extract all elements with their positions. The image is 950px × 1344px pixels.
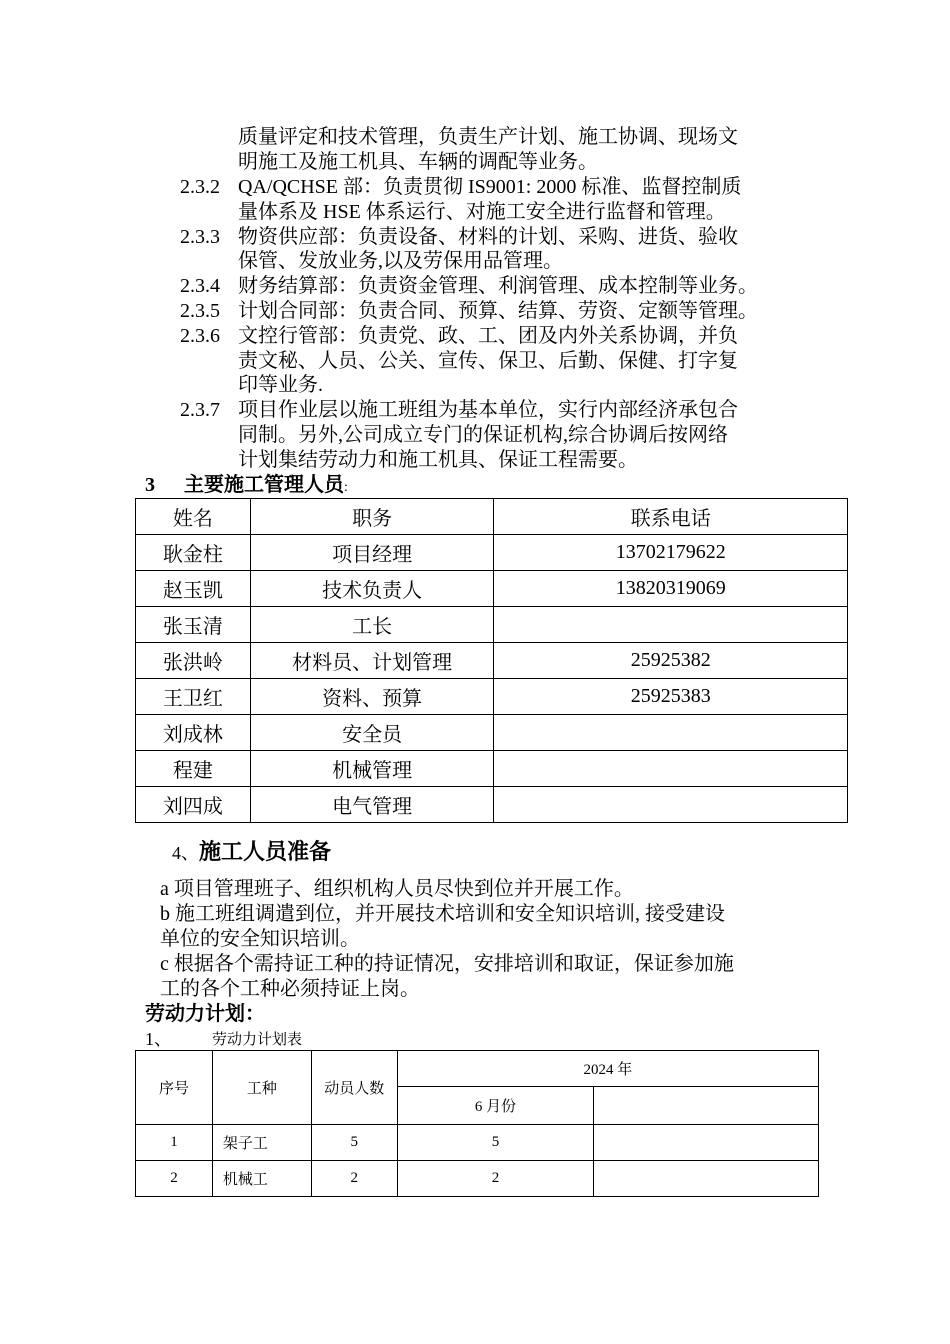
labor-caption-number: 1、 [145, 1029, 172, 1049]
header-position: 职务 [250, 499, 494, 535]
section3-number: 3 [145, 474, 155, 496]
cell-extra [594, 1161, 819, 1197]
section-text: 物资供应部：负责设备、材料的计划、采购、进货、验收 [238, 226, 738, 248]
section-text: 财务结算部：负责资金管理、利润管理、成本控制等业务。 [238, 275, 758, 297]
header-name: 姓名 [136, 499, 251, 535]
section3-colon: : [344, 480, 348, 495]
cell-phone: 13702179622 [494, 535, 848, 571]
header-type: 工种 [212, 1051, 311, 1125]
cell-month: 2 [397, 1161, 594, 1197]
cell-phone [494, 715, 848, 751]
staff-table [135, 498, 848, 823]
cell-name: 程建 [136, 751, 251, 787]
section4-heading [172, 838, 331, 867]
intro-line: 质量评定和技术管理，负责生产计划、施工协调、现场文 [238, 126, 738, 148]
cell-phone: 13820319069 [494, 571, 848, 607]
section-text: QA/QCHSE 部：负责贯彻 IS9001: 2000 标准、监督控制质 [238, 176, 742, 198]
cell-position: 电气管理 [250, 787, 494, 823]
section4-number: 4、 [172, 843, 199, 863]
table-row [136, 1161, 819, 1197]
header-count: 动员人数 [311, 1051, 397, 1125]
cell-position: 材料员、计划管理 [250, 643, 494, 679]
table-header-row [136, 499, 848, 535]
section-text: 同制。另外,公司成立专门的保证机构,综合协调后按网络 [238, 424, 728, 446]
cell-name: 张洪岭 [136, 643, 251, 679]
cell-count: 5 [311, 1125, 397, 1161]
section-text: 计划合同部：负责合同、预算、结算、劳资、定额等管理。 [238, 300, 758, 322]
section3-heading [184, 473, 348, 500]
header-phone: 联系电话 [494, 499, 848, 535]
cell-position: 资料、预算 [250, 679, 494, 715]
section-text: 计划集结劳动力和施工机具、保证工程需要。 [238, 449, 638, 471]
cell-position: 工长 [250, 607, 494, 643]
section-number: 2.3.7 [180, 399, 220, 421]
section-number: 2.3.3 [180, 226, 220, 248]
cell-extra [594, 1125, 819, 1161]
prep-line: c 根据各个需持证工种的持证情况，安排培训和取证，保证参加施 [160, 953, 734, 975]
cell-type: 机械工 [212, 1161, 311, 1197]
section-text: 责文秘、人员、公关、宣传、保卫、后勤、保健、打字复 [238, 350, 738, 372]
cell-seq: 1 [136, 1125, 213, 1161]
cell-count: 2 [311, 1161, 397, 1197]
table-row [136, 535, 848, 571]
prep-line: b 施工班组调遣到位，并开展技术培训和安全知识培训, 接受建设 [160, 903, 725, 925]
cell-month: 5 [397, 1125, 594, 1161]
table-row [136, 679, 848, 715]
section-number: 2.3.6 [180, 325, 220, 347]
cell-phone [494, 607, 848, 643]
prep-line: 工的各个工种必须持证上岗。 [160, 978, 420, 1000]
prep-line: a 项目管理班子、组织机构人员尽快到位并开展工作。 [160, 878, 634, 900]
cell-position: 技术负责人 [250, 571, 494, 607]
section-text: 项目作业层以施工班组为基本单位，实行内部经济承包合 [238, 399, 738, 421]
section3-title: 主要施工管理人员 [184, 474, 344, 496]
table-row [136, 607, 848, 643]
table-row [136, 643, 848, 679]
labor-table [135, 1050, 819, 1197]
table-row [136, 787, 848, 823]
cell-name: 王卫红 [136, 679, 251, 715]
cell-position: 项目经理 [250, 535, 494, 571]
cell-name: 张玉清 [136, 607, 251, 643]
cell-phone [494, 751, 848, 787]
section-number: 2.3.5 [180, 300, 220, 322]
cell-position: 安全员 [250, 715, 494, 751]
cell-phone [494, 787, 848, 823]
table-row [136, 1125, 819, 1161]
cell-position: 机械管理 [250, 751, 494, 787]
cell-phone: 25925382 [494, 643, 848, 679]
cell-name: 刘四成 [136, 787, 251, 823]
cell-seq: 2 [136, 1161, 213, 1197]
cell-name: 耿金柱 [136, 535, 251, 571]
header-seq: 序号 [136, 1051, 213, 1125]
prep-line: 单位的安全知识培训。 [160, 928, 360, 950]
table-header-row [136, 1051, 819, 1087]
table-row [136, 571, 848, 607]
section-text: 印等业务. [238, 374, 323, 396]
cell-type: 架子工 [212, 1125, 311, 1161]
section-text: 文控行管部：负责党、政、工、团及内外关系协调，并负 [238, 325, 738, 347]
labor-heading: 劳动力计划： [145, 1003, 265, 1025]
section-number: 2.3.4 [180, 275, 220, 297]
labor-caption-title: 劳动力计划表 [212, 1032, 303, 1048]
cell-phone: 25925383 [494, 679, 848, 715]
cell-name: 赵玉凯 [136, 571, 251, 607]
header-month: 6 月份 [397, 1087, 594, 1125]
header-year: 2024 年 [397, 1051, 818, 1087]
section-text: 保管、发放业务,以及劳保用品管理。 [238, 250, 563, 272]
intro-line: 明施工及施工机具、车辆的调配等业务。 [238, 151, 598, 173]
section-number: 2.3.2 [180, 176, 220, 198]
cell-name: 刘成林 [136, 715, 251, 751]
section-text: 量体系及 HSE 体系运行、对施工安全进行监督和管理。 [238, 201, 726, 223]
table-row [136, 751, 848, 787]
section4-title: 施工人员准备 [199, 839, 332, 864]
header-empty [594, 1087, 819, 1125]
table-row [136, 715, 848, 751]
